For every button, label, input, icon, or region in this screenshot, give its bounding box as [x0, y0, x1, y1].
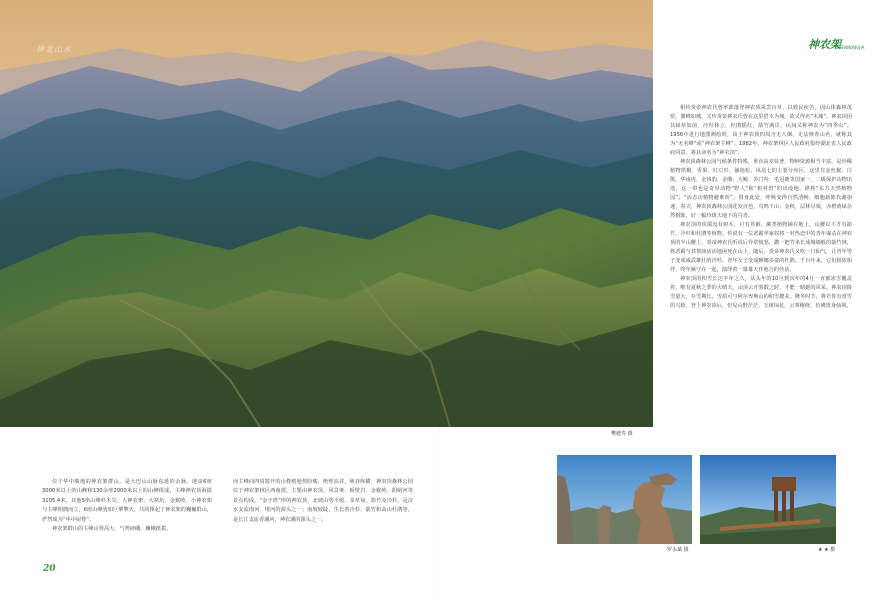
paragraph: 而主峰向四周散开的山脊则地势险峻，绝壁高耸，峡谷纵横。神农顶森林公园位于神农架林区西南部，主要由神农顶、风景垭、板壁岩、金猴岭、阴峪河等景点构成。“金字塔”形的神农顶，北坡山势平缓，多草甸，箭竹及冷杉，是汉水支流南河、堵河的源头之一；南坡较陡，生长着冷杉、箭竹和高山杜鹃等，是长江支流香溪河、神农溪的源头之一。	[233, 479, 413, 523]
paragraph: 位于华中腹地的神农架群山，是大巴山山脉东延的余脉。地由6座3000米以上的山峰和130余座2000米以上的山峰组成，主峰神农顶海拔3105.4米，其他5座山峰杉木尖、大神农架、大窝坑、金猴岭、小神农架与主峰相拥而立，6座山峰犹如巨擘擎天，共同撑起了神农架的巍巍群山，俨然成为“华中屋脊”。	[42, 479, 212, 523]
rock-pillars-photo	[557, 455, 692, 544]
magazine-logo	[808, 36, 864, 52]
paragraph: 相传炎帝神农氏曾率部落登神农顶采尝百草，以救民疾苦，因山体森林茂密，翼峰如城，又传炎帝神农氏曾在这里搭木为城，故又得名“木城”。神农顶因其绿草如茵，冷杉林立，杜鹃摇红，箭竹满岸，民间又称神农为“四季山”。1956年进行地图测绘时，由于神农顶四周含无人烟，无法核查山名，就称其为“无名峰”或“神农架主峰”。1982年，神农架林区人民政府报经湖北省人民政府同意，将其命名为“神农顶”。	[670, 105, 852, 156]
hero-caption-title: 神龙山水	[36, 45, 72, 54]
paragraph: 神农顶的顶端没有树木，只有苔藓，蕨类植物铺在地上，山腰以下才有箭竹、冷杉和杜鹃等植物。传说有一位恶霸率家奴将一对热恋中的青年谋杀在神农顶的半山腰上，炎帝神农氏听说后异常愤怒，撒一把竹米长成城墙般的箭竹林，将恶霸与其帮凶活活地困死在山上。随后，炎帝神农氏又吹一口仙气，让青年男子变成威武雄壮的冷杉，青年女子变成婀娜多姿的杜鹃。千百年来，它们相依相伴，终年厮守在一起，演绎着一幕幕天作地合的佳话。	[670, 222, 852, 273]
paragraph: 神农架群山的主峰山势高大，气势磅礴，巍峨挺拔，	[52, 526, 172, 533]
photo-credit-1: 罗永斌 摄	[667, 547, 689, 553]
logo-subtext: SHENNONGJIA	[836, 45, 865, 50]
page-number: 20	[43, 564, 56, 574]
photo-credit-2: ★ ★ 摄	[818, 547, 836, 553]
observation-tower-photo	[700, 455, 836, 544]
paragraph: 神农顶森林公园气候条件特殊，垂直高差显著，物种资源相当丰富，是珍稀植物珙桐、香果、红豆杉、铺地松、凤尾七的主要分布区。这里有金丝猴、白熊、华南虎、金钱豹、金雕、大鲵、苏门羚、毛冠鹿等国家一、二级保护动物出没，这一带也是奇异动物“野人”和“棺材兽”的出没地，堪称“东方天然植物园”、“活态动植物避难所”。置身此处，呼吸变得自然清畅，细胞新陈代谢加速，春天，神农顶森林公园花发百色，鸟鸣千山；金秋，层林尽染，赤橙黄绿杂然相陈，好一幅玲珑天地下的丹青。	[670, 159, 852, 219]
paragraph: 神农顶的积雪长达半年之久，从头年的10月到次年的4月一直被冰雪覆盖着，唯有夏秋之季的大晴天，山顶云开雾散之时，才能一睹她的风采。神农顶降雪量大，存雪期长，雪质可与阿尔卑斯山的积雪媲美。隆冬时节，将若你有赏雪的兴致，登上神农顶后，但见山野茫茫，玉树琼花，云雾缭绕，仿佛置身仙境。	[670, 276, 852, 309]
right-text-column	[670, 104, 852, 311]
logo-text: 神农架	[808, 38, 841, 51]
left-text-column-2	[233, 478, 413, 525]
hero-photo-credit: 樊德寿 摄	[611, 431, 633, 437]
left-text-column-1	[42, 478, 212, 534]
